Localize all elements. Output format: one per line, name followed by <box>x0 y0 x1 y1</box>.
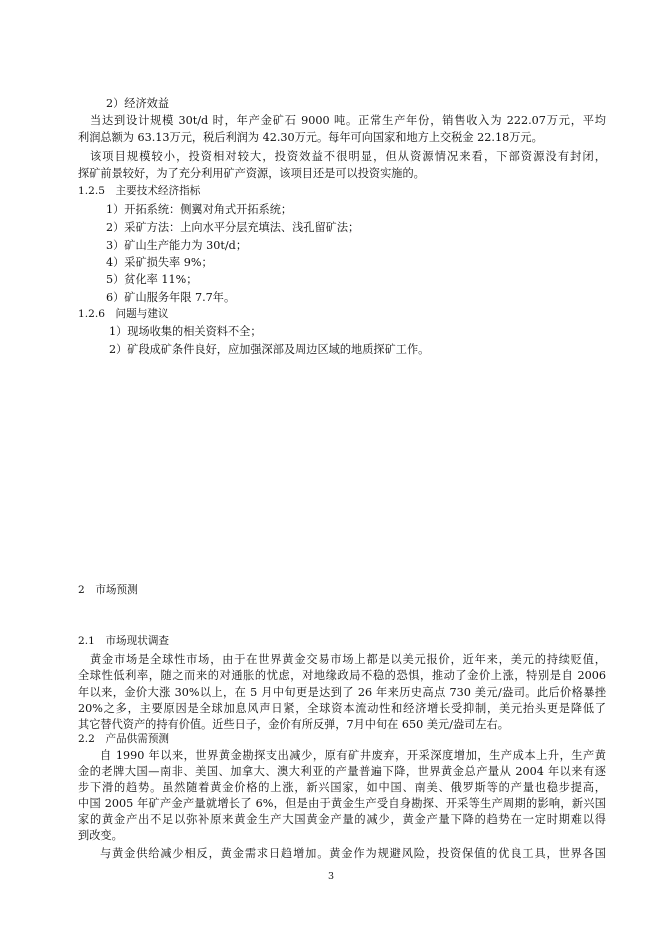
s1-line-1: 黄金市场是全球性市场，由于在世界黄金交易市场上都是以美元报价，近年来，美元的持续贬值， <box>90 653 606 666</box>
s2-line-6: 到改变。 <box>78 829 123 842</box>
s1-line-5: 其它替代资产的持有价值。近些日子，金价有所反弹，7月中旬在 650 美元/盎司左右。 <box>78 718 509 731</box>
s2-line-1: 自 1990 年以来，世界黄金勘探支出减少，原有矿井废弃，开采深度增加，生产成本上升，生产黄 <box>100 749 606 762</box>
section-2-2-heading: 2.2 产品供需预测 <box>78 733 170 745</box>
tech-heading: 1.2.5 主要技术经济指标 <box>78 185 201 197</box>
s1-line-4: 20%之多，主要原因是全球加息风声日紧，全球资本流动性和经济增长受抑制，美元抬头更是降低了 <box>78 702 606 715</box>
section-2-1-heading: 2.1 市场现状调查 <box>78 635 170 647</box>
tech-item-5: 5）贫化率 11%； <box>106 273 198 286</box>
chapter-heading: 2 市场预测 <box>78 584 138 596</box>
issues-item-2: 2）矿段成矿条件良好，应加强深部及周边区域的地质探矿工作。 <box>109 343 430 356</box>
economics-para2-line-2: 探矿前景较好，为了充分利用矿产资源，该项目还是可以投资实施的。 <box>78 167 425 180</box>
s2-line-2: 金的老牌大国—南非、美国、加拿大、澳大利亚的产量普遍下降，世界黄金总产量从 2004 年以来有逐 <box>78 765 606 778</box>
issues-item-1: 1）现场收集的相关资料不全； <box>109 325 262 338</box>
tech-item-2: 2）采矿方法：上向水平分层充填法、浅孔留矿法； <box>106 221 360 234</box>
economics-para2-line-1: 该项目规模较小，投资相对较大，投资效益不很明显，但从资源情况来看，下部资源没有封闭， <box>90 150 606 163</box>
s1-line-3: 年以来，金价大涨 30%以上，在 5 月中旬更是达到了 26 年来历史高点 730 美元/盎司。此后价格暴挫 <box>78 686 606 699</box>
tech-item-1: 1）开拓系统：侧翼对角式开拓系统； <box>106 203 293 216</box>
s2-line-5: 家的黄金产出不足以弥补原来黄金生产大国黄金产量的减少，黄金产量下降的趋势在一定时期难以得 <box>78 813 606 826</box>
s2-line-4: 中国 2005 年矿产金产量就增长了 6%，但是由于黄金生产受自身勘探、开采等生产周期的影响，新兴国 <box>78 797 606 810</box>
page-number: 3 <box>327 871 335 882</box>
economics-line-1: 当达到设计规模 30t/d 时，年产金矿石 9000 吨。正常生产年份，销售收入为 222.07万元，平均 <box>90 114 606 127</box>
economics-heading: 2）经济效益 <box>106 97 170 110</box>
tech-item-6: 6）矿山服务年限 7.7年。 <box>106 291 236 304</box>
s1-line-2: 全球性低利率，随之而来的对通胀的忧虑，对地缘政局不稳的恐惧，推动了金价上涨，特别是自 2006 <box>78 669 606 682</box>
s2-para2-line-1: 与黄金供给减少相反，黄金需求日趋增加。黄金作为规避风险，投资保值的优良工具，世界各国 <box>100 847 606 860</box>
tech-item-3: 3）矿山生产能力为 30t/d； <box>106 239 248 252</box>
tech-item-4: 4）采矿损失率 9%； <box>106 256 213 269</box>
issues-heading: 1.2.6 问题与建议 <box>78 308 169 320</box>
s2-line-3: 步下滑的趋势。虽然随着黄金价格的上涨，新兴国家，如中国、南美、俄罗斯等的产量也稳步提高， <box>78 781 606 794</box>
economics-line-2: 利润总额为 63.13万元，税后利润为 42.30万元。每年可向国家和地方上交税金 22.18万元。 <box>78 131 543 144</box>
